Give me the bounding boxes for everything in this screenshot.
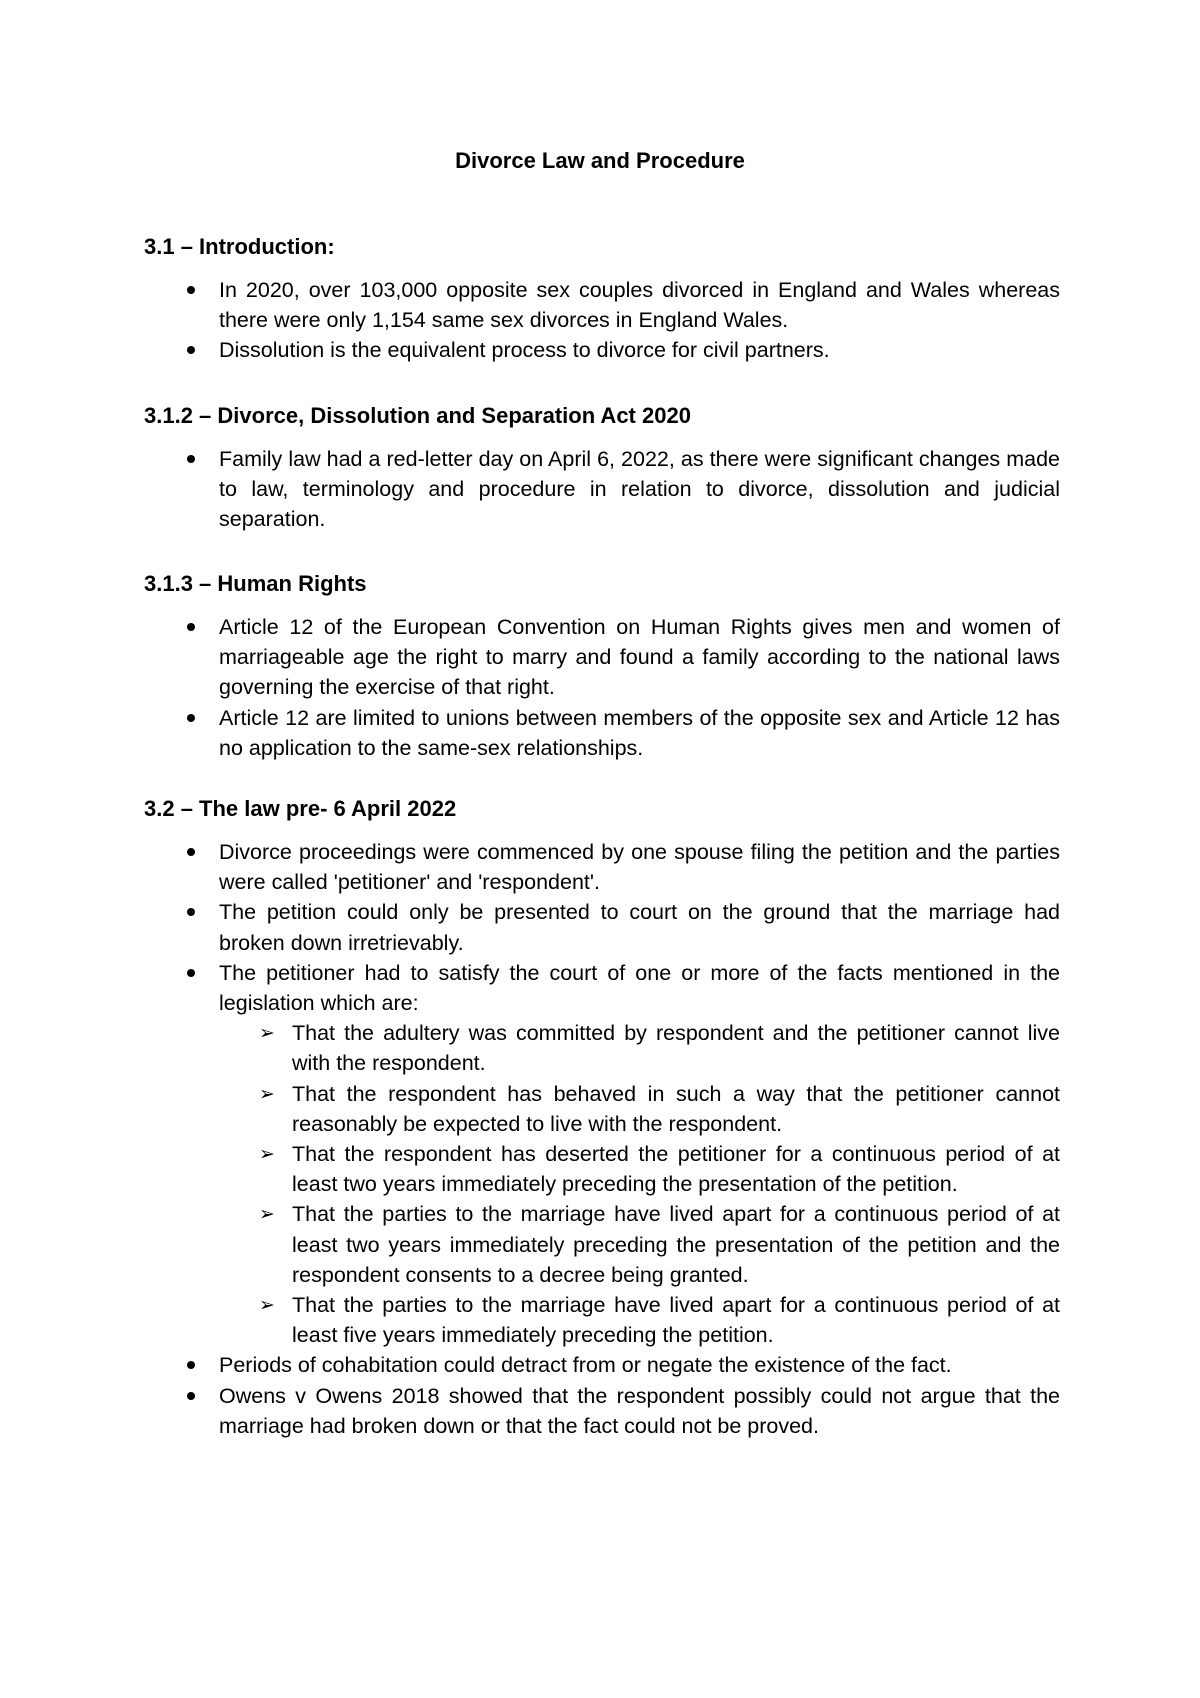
arrowhead-bullet-icon: ➢ (259, 1022, 275, 1045)
fact-item (219, 1139, 1060, 1199)
bullet-icon (187, 848, 195, 856)
bullet-list (144, 837, 1060, 1441)
list-item (144, 897, 1060, 957)
bullet-icon (187, 1392, 195, 1400)
fact-item-text: That the adultery was committed by respondent and the petitioner cannot live with the respondent. (292, 1021, 1060, 1076)
arrowhead-bullet-icon: ➢ (259, 1294, 275, 1317)
section-introduction (144, 232, 1060, 366)
list-item (144, 444, 1060, 535)
bullet-icon (187, 714, 195, 722)
list-item-text: In 2020, over 103,000 opposite sex couples divorced in England and Wales whereas there were only 1,154 same sex divorces in England Wales. (219, 278, 1060, 333)
list-item (144, 1381, 1060, 1441)
list-item (144, 275, 1060, 335)
bullet-icon (187, 286, 195, 294)
bullet-icon (187, 346, 195, 354)
list-item-text: Article 12 are limited to unions between members of the opposite sex and Article 12 has no application to the same-sex relationships. (219, 705, 1060, 760)
bullet-list (144, 275, 1060, 366)
list-item (144, 335, 1060, 365)
list-item (144, 958, 1060, 1351)
section-heading: 3.1.3 – Human Rights (144, 571, 367, 596)
fact-item-text: That the respondent has deserted the petitioner for a continuous period of at least two years immediately preceding the presentation of the petition. (292, 1142, 1060, 1197)
arrowhead-bullet-icon: ➢ (259, 1203, 275, 1226)
facts-list (219, 1018, 1060, 1350)
list-item (144, 703, 1060, 763)
fact-item (219, 1079, 1060, 1139)
list-item (144, 1350, 1060, 1380)
bullet-list (144, 444, 1060, 535)
section-heading: 3.1 – Introduction: (144, 234, 335, 259)
list-item-text: Dissolution is the equivalent process to divorce for civil partners. (219, 338, 830, 363)
section-law-pre-2022 (144, 794, 1060, 1441)
bullet-icon (187, 455, 195, 463)
fact-item-text: That the parties to the marriage have lived apart for a continuous period of at least five years immediately preceding the petition. (292, 1293, 1060, 1348)
bullet-icon (187, 1361, 195, 1369)
list-item-text: Family law had a red-letter day on April 6, 2022, as there were significant changes made to law, terminology and procedure in relation to divorce, dissolution and judicial separation. (219, 447, 1060, 532)
bullet-icon (187, 969, 195, 977)
fact-item (219, 1199, 1060, 1290)
section-human-rights (144, 569, 1060, 763)
list-item-text: Divorce proceedings were commenced by one spouse filing the petition and the parties were called 'petitioner' and 'respondent'. (219, 840, 1060, 895)
fact-item-text: That the parties to the marriage have lived apart for a continuous period of at least two years immediately preceding the presentation of the petition and the respondent consents to a decree being granted. (292, 1202, 1060, 1287)
list-item (144, 612, 1060, 703)
bullet-icon (187, 908, 195, 916)
section-heading: 3.1.2 – Divorce, Dissolution and Separation Act 2020 (144, 403, 691, 428)
bullet-list (144, 612, 1060, 763)
arrowhead-bullet-icon: ➢ (259, 1143, 275, 1166)
section-dds-act (144, 401, 1060, 535)
list-item-text: Periods of cohabitation could detract from or negate the existence of the fact. (219, 1353, 952, 1378)
bullet-icon (187, 623, 195, 631)
document-title: Divorce Law and Procedure (455, 148, 745, 173)
list-item (144, 837, 1060, 897)
section-heading: 3.2 – The law pre- 6 April 2022 (144, 796, 457, 821)
list-item-text: The petitioner had to satisfy the court of one or more of the facts mentioned in the legislation which are: (219, 960, 1060, 1016)
list-item-text: Owens v Owens 2018 showed that the respondent possibly could not argue that the marriage had broken down or that the fact could not be proved. (219, 1383, 1060, 1438)
arrowhead-bullet-icon: ➢ (259, 1082, 275, 1105)
fact-item (219, 1018, 1060, 1078)
list-item-text: The petition could only be presented to court on the ground that the marriage had broken down irretrievably. (219, 900, 1060, 955)
fact-item (219, 1290, 1060, 1350)
fact-item-text: That the respondent has behaved in such a way that the petitioner cannot reasonably be expected to live with the respondent. (292, 1081, 1060, 1136)
list-item-text: Article 12 of the European Convention on Human Rights gives men and women of marriageable age the right to marry and found a family according to the national laws governing the exercise of that right. (219, 615, 1060, 700)
